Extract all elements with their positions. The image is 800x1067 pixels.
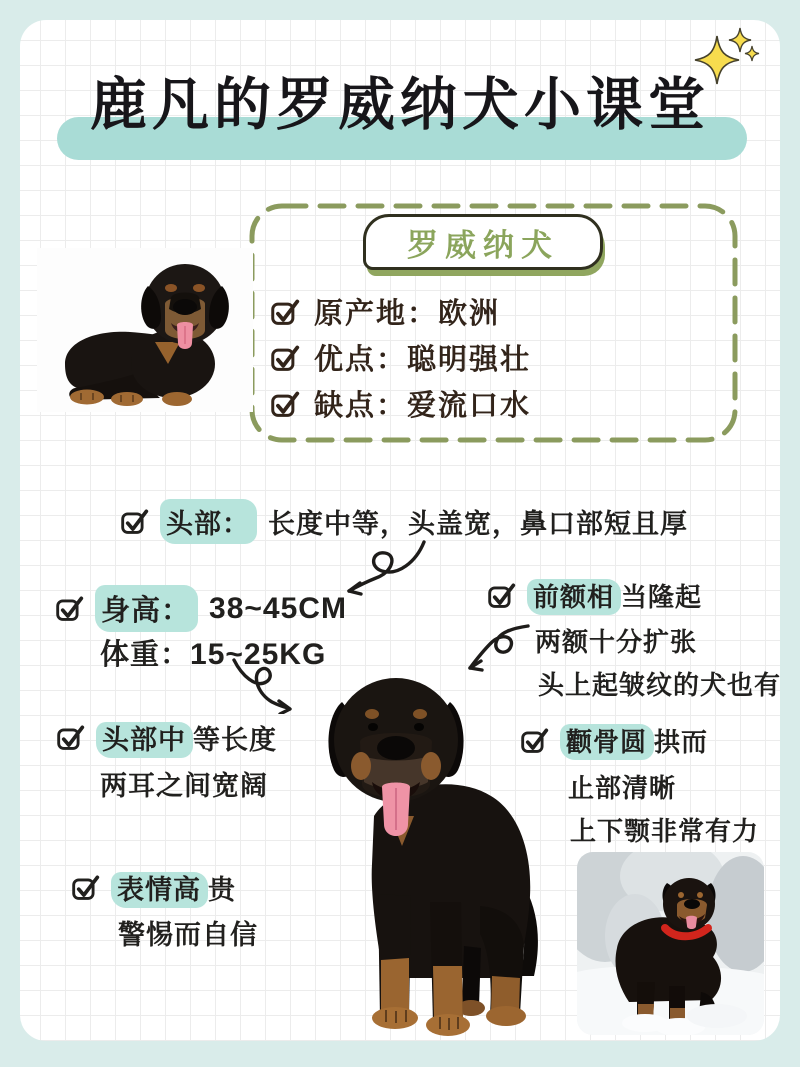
fact-expression	[71, 868, 236, 907]
breed-info-card	[249, 203, 738, 443]
breed-fact-value: 爱流口水	[407, 390, 532, 422]
breed-badge	[363, 214, 603, 270]
fact-highlight: 前额相	[527, 579, 621, 615]
fact-text: 拱而	[654, 727, 709, 757]
fact-text	[96, 718, 277, 757]
checkbox-checked-icon	[270, 390, 300, 418]
weight-value: 15~25KG	[190, 638, 327, 671]
breed-fact-label: 缺点：	[314, 390, 408, 422]
rottweiler-snow-photo	[577, 852, 764, 1035]
breed-card-row	[270, 291, 500, 332]
fact-highlight: 颧骨圆	[560, 724, 654, 760]
fact-head-shape	[56, 718, 277, 757]
fact-text	[111, 868, 236, 907]
fact-highlight: 身高：	[95, 585, 198, 632]
checkbox-checked-icon	[120, 508, 149, 535]
breed-fact-value: 聪明强壮	[407, 344, 532, 376]
breed-badge-label: 罗威纳犬	[407, 227, 559, 263]
curly-arrow-icon	[224, 654, 300, 714]
page-title: 鹿凡的罗威纳犬小课堂	[90, 73, 710, 137]
breed-fact-label: 优点：	[314, 344, 408, 376]
checkbox-checked-icon	[56, 724, 85, 751]
fact-text	[527, 577, 702, 614]
checkbox-checked-icon	[270, 344, 300, 372]
breed-fact-text	[314, 383, 531, 424]
fact-height	[55, 585, 347, 632]
sparkle-icon	[688, 22, 764, 92]
fact-text: 两耳之间宽阔	[100, 771, 268, 801]
height-value: 38~45CM	[209, 591, 347, 625]
checkbox-checked-icon	[270, 298, 300, 326]
fact-text: 贵	[208, 875, 236, 905]
fact-highlight: 头部：	[160, 499, 257, 544]
fact-highlight: 表情高	[111, 872, 208, 908]
rottweiler-puppy-photo	[294, 644, 558, 1038]
breed-fact-text	[314, 337, 531, 378]
checkbox-checked-icon	[71, 874, 100, 901]
fact-text: 警惕而自信	[118, 920, 258, 950]
fact-text: 止部清晰	[568, 773, 677, 803]
fact-text: 当隆起	[621, 582, 703, 612]
weight-label: 体重：	[100, 639, 191, 671]
fact-text: 上下颚非常有力	[570, 816, 760, 846]
fact-text: 头上起皱纹的犬也有	[538, 670, 782, 700]
breed-card-row	[270, 383, 531, 424]
breed-card-row	[270, 337, 531, 378]
fact-text: 等长度	[193, 725, 277, 755]
breed-fact-text	[314, 291, 500, 332]
rottweiler-lying-photo	[35, 246, 255, 416]
fact-text	[560, 722, 708, 759]
fact-text: 长度中等，头盖宽，鼻口部短且厚	[268, 509, 688, 539]
curly-arrow-icon	[334, 536, 430, 596]
checkbox-checked-icon	[55, 595, 84, 622]
fact-text: 两额十分扩张	[535, 627, 698, 657]
fact-highlight: 头部中	[96, 722, 193, 758]
breed-fact-label: 原产地：	[314, 298, 439, 330]
breed-fact-value: 欧洲	[438, 298, 501, 330]
